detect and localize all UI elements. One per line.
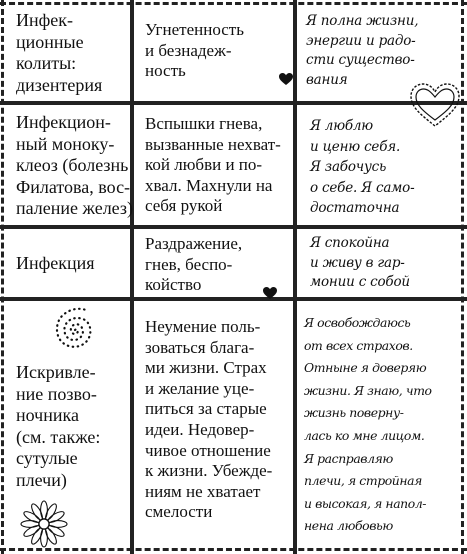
row-4-ailment-line: сутулые	[16, 448, 78, 468]
row-1-affirmation-line: вания	[306, 71, 348, 88]
row-3-cause-line: Раздражение,	[145, 234, 243, 253]
row-2-ailment-line: Филатова, вос-	[16, 176, 131, 197]
row-3-cause-line: гнев, беспо-	[145, 254, 233, 274]
flower-icon	[20, 500, 68, 548]
row-4-cause-line: Неумение поль-	[145, 317, 261, 336]
row-2-affirmation-line: о себе. Я само-	[310, 179, 415, 196]
row-4-ailment	[16, 362, 100, 491]
row-1-affirmation-line: сти существо-	[306, 52, 415, 69]
row-4-cause-line: ми жизни. Страх	[145, 358, 267, 378]
row-1-cause-line: и безнадеж-	[145, 40, 232, 60]
row-2-cause-line: вызванные нехват-	[145, 134, 281, 154]
row-4-affirmation-line: лась ко мне лицом.	[304, 427, 425, 443]
row-2-ailment	[16, 112, 133, 220]
row-4-affirmation-line: плечи, я стройная	[304, 473, 422, 489]
top-border	[0, 2, 467, 5]
row-4-affirmation-line: Я освобождаюсь	[304, 315, 411, 330]
row-1-affirmation	[306, 12, 418, 90]
row-2-ailment-line: клеоз (болезнь	[16, 155, 129, 175]
row-4-affirmation-line: Отныне я доверяю	[304, 360, 427, 376]
row-4-affirmation-line: жизнь поверну-	[304, 405, 404, 421]
row-4-affirmation-line: и высокая, я напол-	[304, 495, 427, 511]
row-1-ailment-line: колиты:	[16, 53, 77, 73]
row-2-ailment-line: ный моноку-	[16, 133, 115, 154]
row-1-cause-line: Угнетенность	[145, 20, 244, 39]
row-2-affirmation-line: Я забочусь	[310, 159, 387, 175]
row-4-cause-line: чивое отношение	[145, 440, 271, 460]
row-4-cause-line: идеи. Недовер-	[145, 419, 255, 439]
row-2-affirmation-line: Я люблю	[310, 118, 373, 134]
row-3-ailment-line: Инфекция	[16, 253, 95, 273]
row-3-cause	[145, 234, 242, 296]
row-2-ailment-line: Инфекцион-	[16, 112, 111, 132]
row-1-ailment-line: дизентерия	[16, 74, 103, 95]
row-4-cause-line: зоваться блага-	[145, 337, 255, 357]
row-4-cause	[145, 317, 272, 523]
row-3-affirmation-line: монии с собой	[310, 274, 410, 291]
row-4-affirmation-line: нена любовью	[304, 518, 393, 534]
row-4-cause-line: смелости	[145, 502, 213, 522]
row-1-ailment	[16, 10, 102, 96]
row-2-cause	[145, 114, 281, 217]
column-divider-1	[130, 0, 134, 554]
heart-icon	[263, 287, 277, 300]
spiral-icon	[46, 300, 104, 360]
bottom-border	[0, 548, 467, 551]
row-4-cause-line: ниям не хватает	[145, 481, 261, 501]
heart-icon	[279, 73, 293, 86]
row-divider-2	[0, 225, 467, 229]
row-4-affirmation-line: Я расправляю	[304, 450, 393, 466]
row-4-cause-line: питься за старые	[145, 399, 267, 419]
row-1-affirmation-line: энергии и радо-	[306, 32, 416, 49]
row-3-affirmation-line: и живу в гар-	[310, 254, 405, 271]
row-2-affirmation-line: и ценю себя.	[310, 138, 401, 155]
row-1-cause	[145, 20, 244, 82]
row-4-affirmation	[304, 312, 432, 538]
row-2-cause-line: хвал. Махнули на	[145, 175, 273, 195]
row-4-ailment-line: ние позво-	[16, 383, 97, 404]
row-2-cause-line: кой любви и по-	[145, 155, 263, 175]
outline-heart-icon	[408, 80, 462, 130]
row-4-affirmation-line: от всех страхов.	[304, 337, 413, 353]
left-border	[1, 0, 4, 554]
row-2-cause-line: себя рукой	[145, 196, 223, 216]
row-3-affirmation-line: Я спокойна	[310, 235, 390, 251]
row-2-affirmation	[310, 116, 414, 219]
row-3-ailment	[16, 253, 95, 275]
row-4-ailment-line: ночника	[16, 405, 79, 425]
row-3-cause-line: койство	[145, 275, 202, 295]
row-3-affirmation	[310, 234, 410, 293]
row-4-affirmation-line: жизни. Я знаю, что	[304, 382, 432, 398]
row-4-ailment-line: плечи)	[16, 469, 67, 490]
row-divider-1	[0, 101, 467, 105]
row-1-cause-line: ность	[145, 61, 186, 81]
row-2-cause-line: Вспышки гнева,	[145, 114, 263, 133]
row-1-ailment-line: ционные	[16, 31, 84, 52]
row-2-ailment-line: паление желез)	[16, 198, 133, 218]
row-4-ailment-line: Искривле-	[16, 362, 96, 382]
row-1-ailment-line: Инфек-	[16, 10, 74, 30]
row-2-affirmation-line: достаточна	[310, 200, 400, 216]
column-divider-2	[293, 0, 297, 554]
row-1-affirmation-line: Я полна жизни,	[306, 13, 419, 29]
row-4-cause-line: и желание уце-	[145, 378, 255, 398]
row-4-ailment-line: (см. также:	[16, 426, 101, 447]
row-4-cause-line: к жизни. Убежде-	[145, 461, 273, 481]
